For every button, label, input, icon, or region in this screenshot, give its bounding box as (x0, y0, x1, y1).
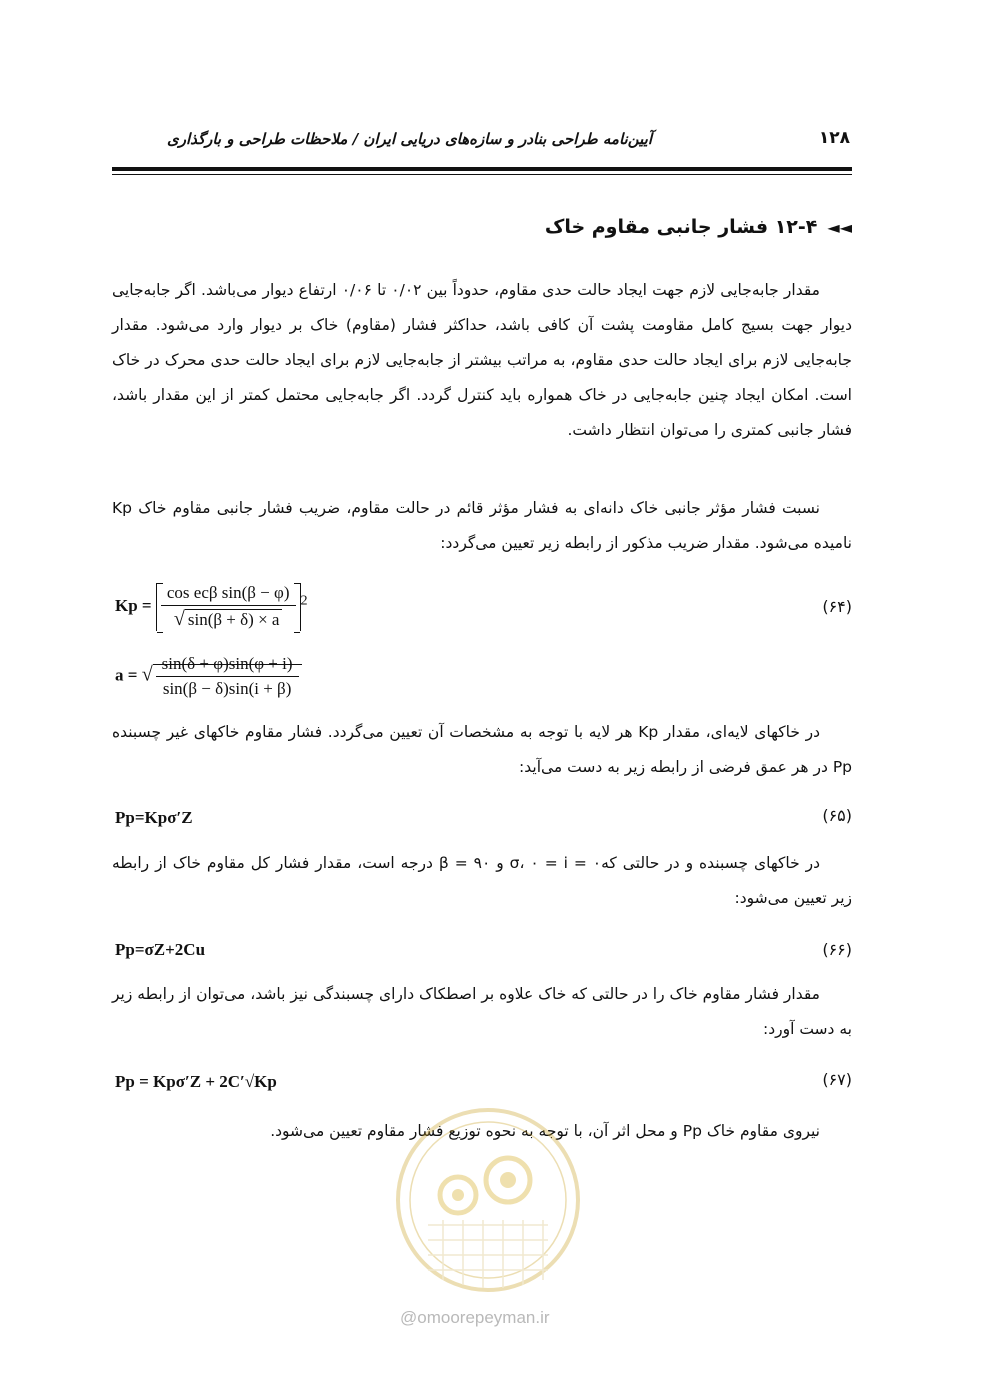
equation-number-67: (۶۷) (822, 1070, 852, 1089)
section-heading (545, 216, 852, 238)
bracket (156, 583, 301, 631)
paragraph-text: مقدار جابه‌جایی لازم جهت ایجاد حالت حدی مقاوم، حدوداً بین ۰/۰۲ تا ۰/۰۶ ارتفاع دیوار می‌باشد. اگر جابه‌جایی دیوار جهت بسیج کامل مقاومت پشت آن کافی باشد، حداکثر فشار (مقاوم) خاک بر دیوار وارد می‌شود. مقدار جابه‌جایی لازم برای ایجاد حالت حدی مقاوم، به مراتب بیشتر از جابه‌جایی لازم برای ایجاد حالت حدی محرک در خاک است. امکان ایجاد چنین جابه‌جایی در خاک همواره باید کنترل گردد. اگر جابه‌جایی محتمل کمتر از این مقدار باشد، فشار جانبی کمتری را می‌توان انتظار داشت. (112, 281, 852, 439)
paragraph-text: نسبت فشار مؤثر جانبی خاک دانه‌ای به فشار مؤثر قائم در حالت مقاوم، ضریب فشار جانبی مقاوم خاک Kp نامیده می‌شود. مقدار ضریب مذکور از رابطه زیر تعیین می‌گردد: (112, 499, 852, 552)
paragraph-5 (112, 977, 852, 1047)
fraction-numerator: cos ecβ sin(β − φ) (161, 583, 296, 606)
paragraph-text: در خاکهای چسبنده و در حالتی که۰ = σ، ۰ = i و ۹۰ = β درجه است، مقدار فشار کل مقاوم خاک از رابطه زیر تعیین می‌شود: (112, 854, 852, 907)
fraction-numerator: sin(δ + φ)sin(φ + i) (156, 654, 299, 677)
header-title: آیین‌نامه طراحی بنادر و سازه‌های دریایی ایران / ملاحظات طراحی و بارگذاری (166, 130, 652, 148)
equation-number-65: (۶۵) (822, 806, 852, 825)
equation-lhs: a = (115, 665, 138, 685)
section-title: ۱۲-۴ فشار جانبی مقاوم خاک (544, 216, 818, 238)
fraction-denominator (161, 606, 296, 631)
site-watermark: @omoorepeyman.ir (400, 1308, 550, 1327)
paragraph-text: مقدار فشار مقاوم خاک را در حالتی که خاک علاوه بر اصطکاک دارای چسبندگی نیز باشد، می‌توان از رابطه زیر به دست آورد: (112, 985, 852, 1038)
paragraph-text: نیروی مقاوم خاک Pp و محل اثر آن، با توجه به نحوه توزیع فشار مقاوم تعیین می‌شود. (270, 1122, 820, 1140)
radicand: sin(β + δ) × a (185, 609, 283, 629)
equation-number-64: (۶۴) (822, 597, 852, 616)
paragraph-2 (112, 491, 852, 561)
running-header (112, 126, 852, 160)
equation-number-66: (۶۶) (822, 940, 852, 959)
equation-a (115, 654, 302, 699)
fraction (156, 654, 299, 699)
equation-64 (115, 583, 308, 631)
paragraph-4 (112, 846, 852, 916)
fraction (161, 583, 296, 631)
equation-66: Pp=σZ+2Cu (115, 940, 206, 959)
fraction-denominator: sin(β − δ)sin(i + β) (162, 679, 292, 698)
watermark-logo-icon (388, 1100, 588, 1300)
paragraph-3 (112, 715, 852, 785)
radical-icon: √ (141, 663, 153, 686)
exponent: 2 (300, 592, 308, 609)
equation-65: Pp=Kpσ′Z (115, 808, 193, 827)
radical-icon: √ (173, 608, 185, 630)
equation-lhs: Kp = (115, 595, 152, 615)
header-rule-thin (112, 174, 852, 175)
section-marker-icon: ◄◄ (827, 218, 852, 237)
page-number: ۱۲۸ (818, 128, 850, 148)
paragraph-text: در خاکهای لایه‌ای، مقدار Kp هر لایه با توجه به مشخصات آن تعیین می‌گردد. فشار مقاوم خاکهای غیر چسبنده Pp در هر عمق فرضی از رابطه زیر به دست می‌آید: (112, 723, 852, 776)
equation-67: Pp = Kpσ′Z + 2C′√Kp (115, 1072, 277, 1091)
header-rule-thick (112, 167, 852, 171)
paragraph-1 (112, 273, 852, 448)
